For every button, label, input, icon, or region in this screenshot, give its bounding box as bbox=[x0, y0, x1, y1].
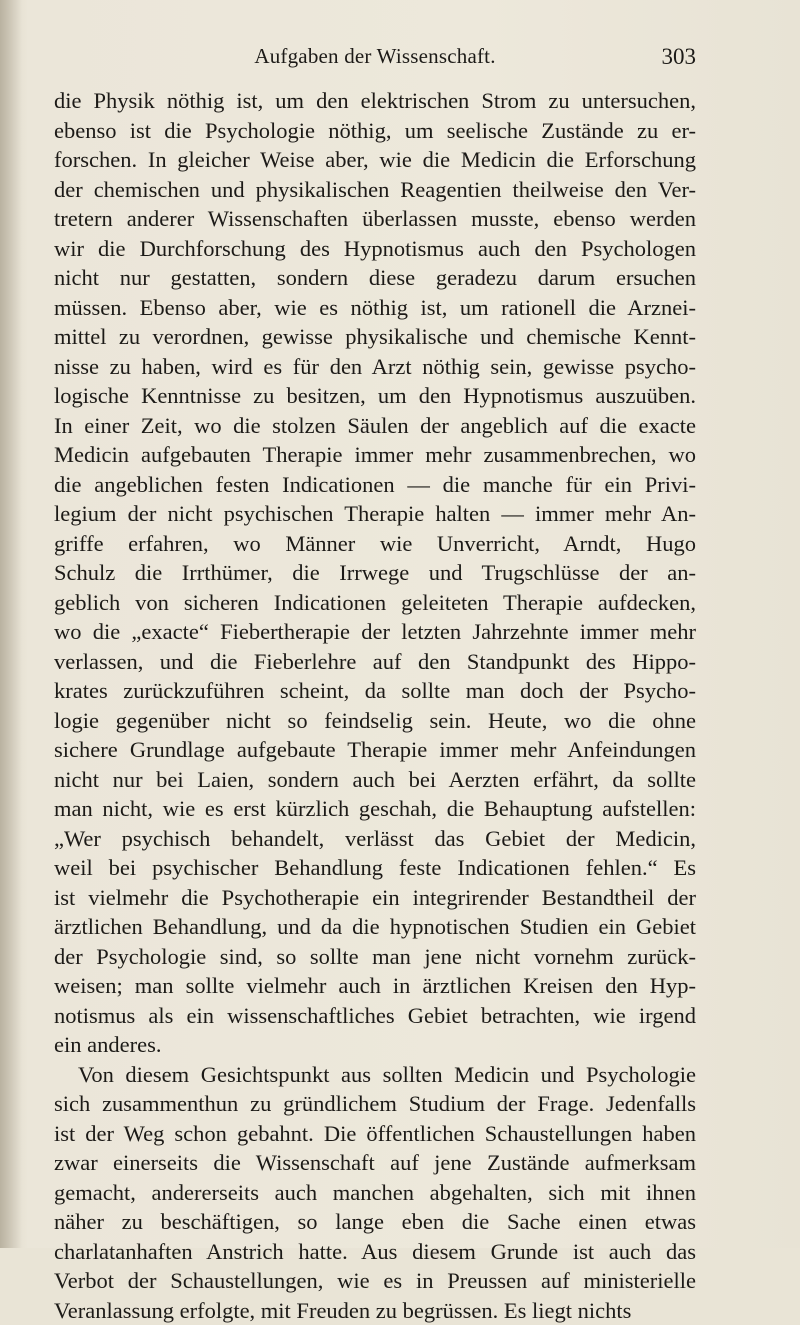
text-line: logie gegenüber nicht so feindselig sein. Heute, wo die ohne bbox=[54, 706, 696, 736]
text-line: gemacht, andererseits auch manchen abgehalten, sich mit ihnen bbox=[54, 1178, 696, 1208]
text-line: ist der Weg schon gebahnt. Die öffentlichen Schaustellungen haben bbox=[54, 1119, 696, 1149]
text-line: krates zurückzuführen scheint, da sollte man doch der Psycho- bbox=[54, 676, 696, 706]
text-line: der chemischen und physikalischen Reagentien theilweise den Ver- bbox=[54, 175, 696, 205]
text-line: nicht nur gestatten, sondern diese geradezu darum ersuchen bbox=[54, 263, 696, 293]
text-line: ebenso ist die Psychologie nöthig, um seelische Zustände zu er- bbox=[54, 116, 696, 146]
body-text bbox=[54, 86, 696, 1325]
text-line: die Physik nöthig ist, um den elektrischen Strom zu untersuchen, bbox=[54, 86, 696, 116]
text-line: ärztlichen Behandlung, und da die hypnotischen Studien ein Gebiet bbox=[54, 912, 696, 942]
text-line: wo die „exacte“ Fiebertherapie der letzten Jahrzehnte immer mehr bbox=[54, 617, 696, 647]
text-line: notismus als ein wissenschaftliches Gebiet betrachten, wie irgend bbox=[54, 1001, 696, 1031]
text-line: Von diesem Gesichtspunkt aus sollten Medicin und Psychologie bbox=[54, 1060, 696, 1090]
text-line: tretern anderer Wissenschaften überlassen musste, ebenso werden bbox=[54, 204, 696, 234]
text-line: In einer Zeit, wo die stolzen Säulen der angeblich auf die exacte bbox=[54, 411, 696, 441]
spine-shadow bbox=[0, 0, 22, 1248]
text-line: Schulz die Irrthümer, die Irrwege und Trugschlüsse der an- bbox=[54, 558, 696, 588]
text-line: man nicht, wie es erst kürzlich geschah, die Behauptung aufstellen: bbox=[54, 794, 696, 824]
text-line: nisse zu haben, wird es für den Arzt nöthig sein, gewisse psycho- bbox=[54, 352, 696, 382]
text-line: sichere Grundlage aufgebaute Therapie immer mehr Anfeindungen bbox=[54, 735, 696, 765]
running-title: Aufgaben der Wissenschaft. bbox=[54, 44, 696, 69]
text-line: legium der nicht psychischen Therapie halten — immer mehr An- bbox=[54, 499, 696, 529]
text-line: Veranlassung erfolgte, mit Freuden zu begrüssen. Es liegt nichts bbox=[54, 1296, 696, 1325]
text-line: wir die Durchforschung des Hypnotismus auch den Psychologen bbox=[54, 234, 696, 264]
text-line: näher zu beschäftigen, so lange eben die Sache einen etwas bbox=[54, 1207, 696, 1237]
text-line: weil bei psychischer Behandlung feste Indicationen fehlen.“ Es bbox=[54, 853, 696, 883]
text-line: „Wer psychisch behandelt, verlässt das Gebiet der Medicin, bbox=[54, 824, 696, 854]
text-line: zwar einerseits die Wissenschaft auf jene Zustände aufmerksam bbox=[54, 1148, 696, 1178]
text-line: logische Kenntnisse zu besitzen, um den Hypnotismus auszuüben. bbox=[54, 381, 696, 411]
text-line: griffe erfahren, wo Männer wie Unverricht, Arndt, Hugo bbox=[54, 529, 696, 559]
text-line: verlassen, und die Fieberlehre auf den Standpunkt des Hippo- bbox=[54, 647, 696, 677]
text-line: Medicin aufgebauten Therapie immer mehr zusammenbrechen, wo bbox=[54, 440, 696, 470]
text-line: nicht nur bei Laien, sondern auch bei Aerzten erfährt, da sollte bbox=[54, 765, 696, 795]
text-line: weisen; man sollte vielmehr auch in ärztlichen Kreisen den Hyp- bbox=[54, 971, 696, 1001]
text-line: müssen. Ebenso aber, wie es nöthig ist, um rationell die Arznei- bbox=[54, 293, 696, 323]
page-header bbox=[54, 44, 696, 78]
text-line: charlatanhaften Anstrich hatte. Aus diesem Grunde ist auch das bbox=[54, 1237, 696, 1267]
text-line: forschen. In gleicher Weise aber, wie die Medicin die Erforschung bbox=[54, 145, 696, 175]
text-line: geblich von sicheren Indicationen geleiteten Therapie aufdecken, bbox=[54, 588, 696, 618]
text-line: Verbot der Schaustellungen, wie es in Preussen auf ministerielle bbox=[54, 1266, 696, 1296]
text-line: ist vielmehr die Psychotherapie ein integrirender Bestandtheil der bbox=[54, 883, 696, 913]
page-number: 303 bbox=[662, 44, 697, 70]
text-line: die angeblichen festen Indicationen — die manche für ein Privi- bbox=[54, 470, 696, 500]
text-line: sich zusammenthun zu gründlichem Studium der Frage. Jedenfalls bbox=[54, 1089, 696, 1119]
text-line: ein anderes. bbox=[54, 1030, 696, 1060]
text-line: mittel zu verordnen, gewisse physikalische und chemische Kennt- bbox=[54, 322, 696, 352]
text-line: der Psychologie sind, so sollte man jene nicht vornehm zurück- bbox=[54, 942, 696, 972]
